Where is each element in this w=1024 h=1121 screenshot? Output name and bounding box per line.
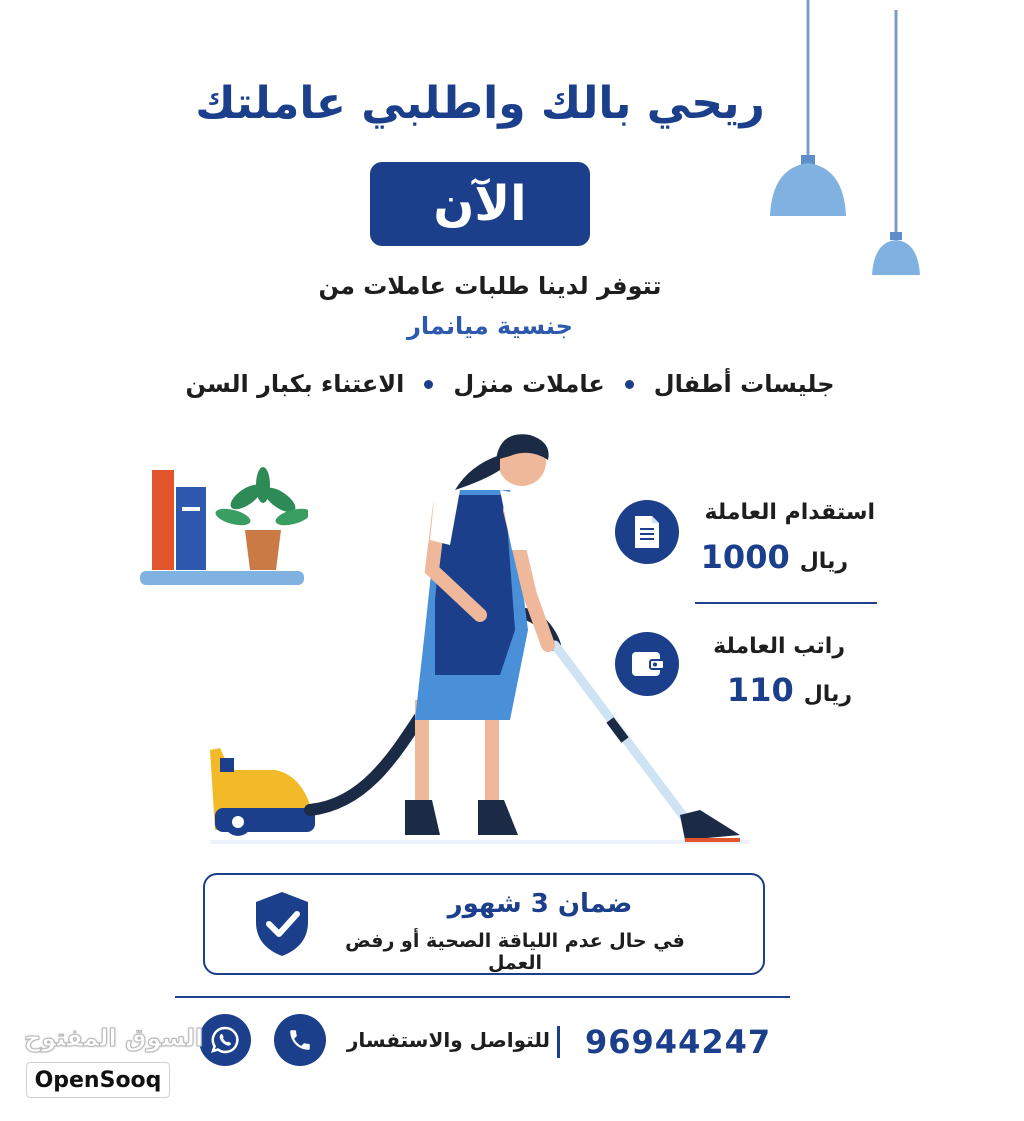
service-item: عاملات منزل bbox=[453, 370, 605, 398]
phone-button[interactable] bbox=[274, 1014, 326, 1066]
contact-label: للتواصل والاستفسار bbox=[346, 1028, 550, 1052]
wallet-icon bbox=[615, 632, 679, 696]
opensooq-watermark-arabic: السوق المفتوح bbox=[24, 1024, 204, 1052]
service-item: الاعتناء بكبار السن bbox=[185, 370, 405, 398]
guarantee-subtitle: في حال عدم اللياقة الصحية أو رفض العمل bbox=[345, 930, 685, 974]
woman-vacuuming-illustration bbox=[200, 430, 760, 855]
nationality-text: جنسية ميانمار bbox=[407, 312, 573, 340]
recruitment-price bbox=[700, 538, 848, 576]
opensooq-logo-text: OpenSooq bbox=[34, 1067, 162, 1093]
now-label: الآن bbox=[433, 176, 527, 232]
recruitment-currency: ريال bbox=[799, 549, 848, 574]
salary-currency: ريال bbox=[803, 682, 852, 707]
recruitment-label: استقدام العاملة bbox=[704, 500, 875, 525]
recruitment-amount: 1000 bbox=[700, 538, 790, 576]
document-icon bbox=[615, 500, 679, 564]
footer-divider bbox=[175, 996, 790, 998]
opensooq-logo bbox=[26, 1062, 170, 1098]
bullet-dot bbox=[424, 380, 433, 389]
info-divider bbox=[695, 602, 877, 604]
salary-label: راتب العاملة bbox=[713, 634, 845, 659]
salary-price bbox=[712, 671, 852, 709]
hanging-lamps-illustration bbox=[760, 0, 940, 290]
salary-amount: 110 bbox=[726, 671, 794, 709]
services-list bbox=[140, 370, 880, 398]
shield-check-icon bbox=[253, 890, 311, 958]
bullet-dot bbox=[625, 380, 634, 389]
whatsapp-button[interactable] bbox=[199, 1014, 251, 1066]
availability-text: تتوفر لدينا طلبات عاملات من bbox=[318, 272, 662, 300]
now-badge bbox=[370, 162, 590, 246]
contact-separator bbox=[557, 1026, 560, 1058]
headline: ريحي بالك واطلبي عاملتك bbox=[195, 78, 765, 129]
guarantee-title: ضمان 3 شهور bbox=[447, 889, 633, 919]
service-item: جليسات أطفال bbox=[653, 370, 835, 398]
phone-number[interactable]: 96944247 bbox=[585, 1023, 772, 1061]
phone-icon bbox=[287, 1027, 313, 1053]
whatsapp-icon bbox=[210, 1025, 240, 1055]
